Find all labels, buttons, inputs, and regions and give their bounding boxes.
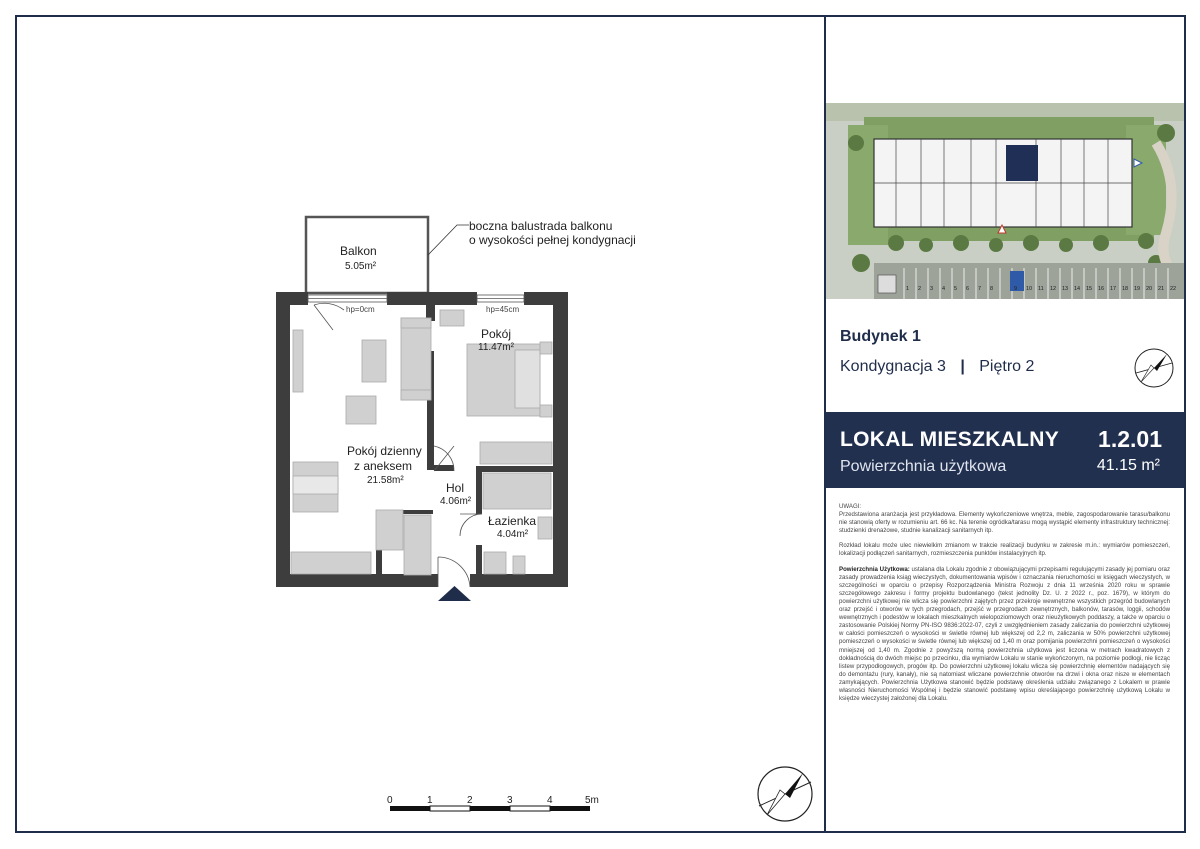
- highlighted-apartment: [1006, 145, 1038, 181]
- notes-paragraph-3-text: ustalana dla Lokalu zgodnie z obowiązującymi przepisami regulującymi zasady jej pomiaru oraz zasady prowadzenia ksiąg wieczystych, dokumentowania wpisów i oznaczania nieruchomości w księgach wieczystych, w szczególności w oparciu o przepisy Rozporządzenia Ministra Rozwoju z dnia 11 września 2020 roku w sprawie szczegółowego zakresu i formy projektu budowlanego (tekst jednolity Dz. U. z 2022 r., poz. 1679), w którym do powierzchni użytkowej nie wlicza się powierzchni zajętych przez przekroje wewnętrzne wszystkich przegród budowlanych oraz przejść i otworów w tych przegrodach, przejść w przegrodach zewnętrznych, balkonów, tarasów, loggii, schodów wewnętrznych i podestów w lokalach mieszkalnych wielopoziomowych oraz nieużytkowych poddaszy, a także w oparciu o zastosowanie Polskiej Normy PN-ISO 9836:2022-07, czyli z uwzględnieniem zasady zaliczania do powierzchni użytkowej w całości pomieszczeń o wysokości w świetle równej lub większej od 2,2 m, zaliczania w 50% powierzchni użytkowej pomieszczeń o wysokości w świetle równej lub większej od 1,40 m oraz pomijania powierzchni pomieszczeń o wysokości mniejszej od 1,40 m. Zgodnie z powyższą normą powierzchnia użytkowa jest liczona w metrach kwadratowych z dokładnością do dwóch miejsc po przecinku, dla wymiarów Lokalu w stanie wykończonym, na poziomie podłogi, nie licząc listew przypodłogowych, progów itp. Do powierzchni użytkowej lokalu wlicza się powierzchnię elementów nadających się do demontażu (rury, kanały), nie są natomiast wliczane powierzchnie otworów na drzwi i okna oraz nisze w elementach zamykających. Powierzchnia Użytkowa stanowić będzie podstawę określenia udziału związanego z Lokalem w prawie własności Nieruchomości Wspólnej i będzie stanowić podstawę wpisu określającego powierzchnię użytkową Lokalu w księdze wieczystej założonej dla Lokalu.: [839, 565, 1170, 703]
- notes-heading: UWAGI:: [839, 503, 862, 510]
- parking-number: 20: [1146, 286, 1153, 292]
- floor-separator: |: [960, 358, 965, 375]
- window-height-2: hp=45cm: [486, 305, 520, 314]
- room-name-balkon: Balkon: [340, 244, 377, 258]
- parking-number: 7: [978, 286, 982, 292]
- compass-icon: [1132, 346, 1176, 390]
- parking-number: 14: [1074, 286, 1081, 292]
- parking-number: 19: [1134, 286, 1141, 292]
- parking-number: 10: [1026, 286, 1033, 292]
- parking-number: 21: [1158, 286, 1165, 292]
- parking-number: 3: [930, 286, 934, 292]
- room-name-lazienka: Łazienka: [488, 514, 537, 528]
- room-area-pokoj: 11.47m²: [478, 342, 514, 353]
- usable-area-label: Powierzchnia użytkowa: [840, 458, 1007, 475]
- scale-tick-4: 4: [547, 795, 553, 806]
- unit-number: 1.2.01: [1098, 426, 1162, 452]
- balcony-note-leader: [428, 225, 469, 255]
- floor-level: Kondygnacja 3: [840, 358, 946, 375]
- window-height-1: hp=0cm: [346, 305, 375, 314]
- balcony-note-line2: o wysokości pełnej kondygnacji: [469, 233, 636, 247]
- parking-number: 6: [966, 286, 970, 292]
- scale-tick-1: 1: [427, 795, 433, 806]
- parking-number: 2: [918, 286, 922, 292]
- parking-number: 8: [990, 286, 994, 292]
- notes-paragraph-3-label: Powierzchnia Użytkowa:: [839, 565, 910, 573]
- room-name-hol: Hol: [446, 481, 465, 495]
- building-label: Budynek 1: [840, 328, 921, 345]
- room-area-pokoj-dzienny: 21.58m²: [367, 475, 404, 486]
- scale-tick-3: 3: [507, 795, 513, 806]
- notes-paragraph-3: [839, 566, 1170, 704]
- usable-area-value: 41.15 m²: [1096, 457, 1160, 474]
- unit-banner: [826, 412, 1184, 488]
- parking-number: 15: [1086, 286, 1093, 292]
- parking-number: 4: [942, 286, 946, 292]
- entrance-arrow-icon: [438, 586, 471, 601]
- parking-number: 16: [1098, 286, 1105, 292]
- compass-icon: [758, 767, 812, 821]
- parking-number: 1: [906, 286, 910, 292]
- parking-number: 22: [1170, 286, 1177, 292]
- scale-bar: [390, 806, 590, 811]
- parking-number: 12: [1050, 286, 1057, 292]
- notes-paragraph-1: Przedstawiona aranżacja jest przykładowa. Elementy wykończeniowe wnętrza, meble, zagospodarowanie tarasu/balkonu nie stanowią oferty w rozumieniu art. 66 kc. Na terenie ogródka/tarasu mogą wystąpić elementy infrastruktury technicznej: studzienki drenażowe, studnie kanalizacji sanitarnych itp.: [839, 511, 1170, 535]
- parking-number: 18: [1122, 286, 1129, 292]
- room-area-hol: 4.06m²: [440, 496, 472, 507]
- parking-number: 11: [1038, 286, 1044, 292]
- floor-label: [840, 358, 1034, 376]
- parking-number: 13: [1062, 286, 1069, 292]
- floor-number: Piętro 2: [979, 358, 1035, 375]
- notes: [839, 503, 1170, 710]
- parking-number: 17: [1110, 286, 1117, 292]
- room-name-pokoj: Pokój: [481, 327, 512, 341]
- unit-type: LOKAL MIESZKALNY: [840, 428, 1060, 451]
- site-map: [826, 103, 1184, 299]
- scale-tick-2: 2: [467, 795, 473, 806]
- balcony-note-line1: boczna balustrada balkonu: [469, 219, 613, 233]
- parking-number: 9: [1014, 286, 1018, 292]
- notes-paragraph-2: Rozkład lokalu może ulec niewielkim zmianom w trakcie realizacji budynku w zakresie m.in.: wymiarów pomieszczeń, lokalizacji podłączeń sanitarnych, rozmieszczenia punktów instalacyjnych itp.: [839, 542, 1170, 558]
- scale-tick-5: 5m: [585, 795, 599, 806]
- room-area-lazienka: 4.04m²: [497, 529, 529, 540]
- room-name-pokoj-dzienny: Pokój dzienny: [347, 444, 422, 458]
- parking-number: 5: [954, 286, 958, 292]
- room-name-pokoj-dzienny-2: z aneksem: [354, 459, 413, 473]
- scale-tick-0: 0: [387, 795, 393, 806]
- room-area-balkon: 5.05m²: [345, 261, 377, 272]
- trash-icon: [878, 275, 896, 293]
